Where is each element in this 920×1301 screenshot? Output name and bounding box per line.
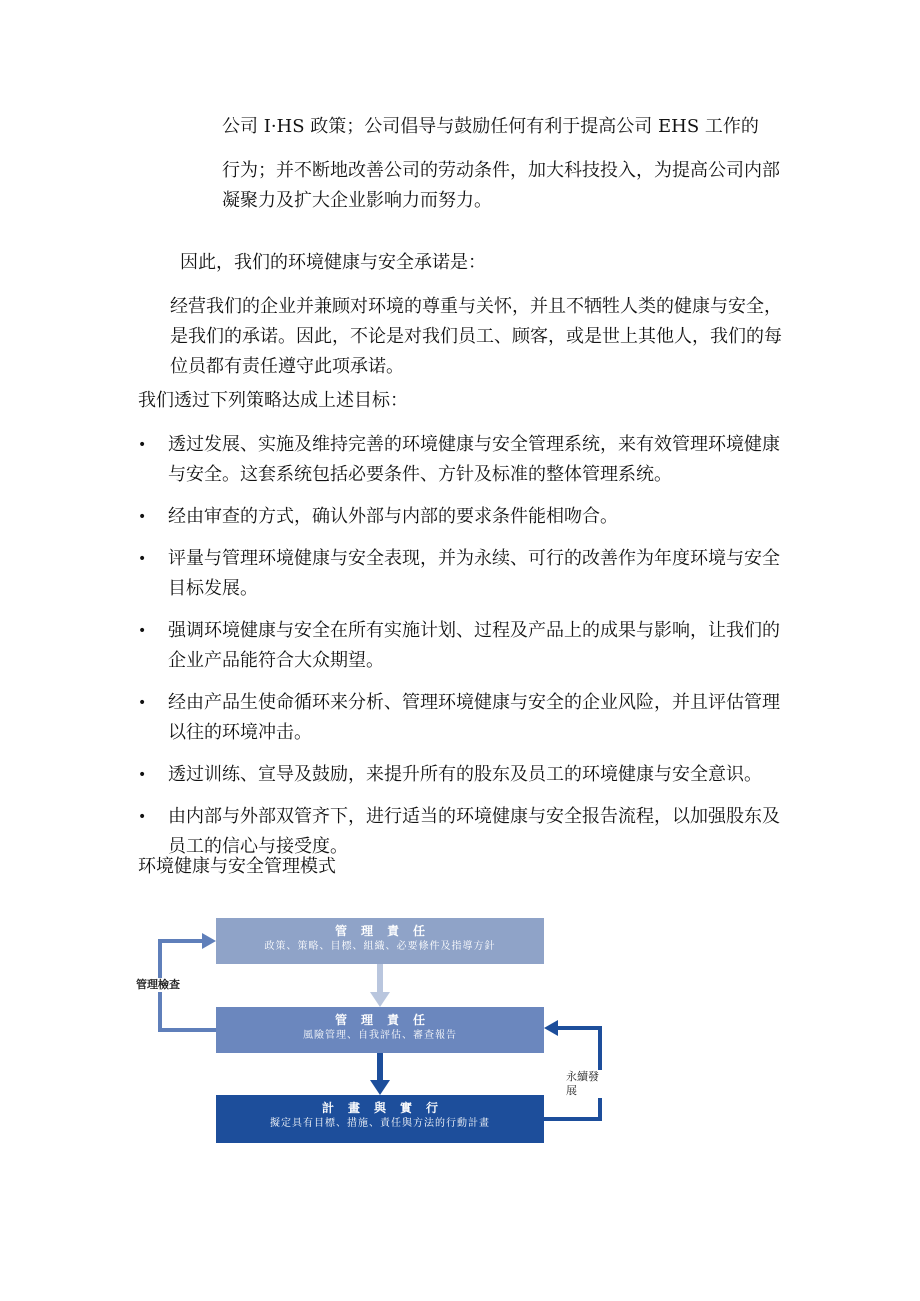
ehs-management-diagram	[130, 910, 610, 1150]
left-loop-arrowhead	[202, 933, 216, 949]
list-item: • 由内部与外部双管齐下，进行适当的环境健康与安全报告流程，以加强股东及员工的信心与接受度。	[138, 802, 788, 862]
diagram-box-plan-implement: 計畫與實行 擬定具有目標、措施、責任與方法的行動計畫	[216, 1095, 544, 1143]
bullet-icon: •	[138, 809, 147, 825]
right-loop-arrowhead	[544, 1020, 558, 1036]
strategy-list	[138, 430, 788, 874]
list-item: • 透过训练、宣导及鼓励，来提升所有的股东及员工的环境健康与安全意识。	[138, 760, 788, 790]
diagram-box-management-review: 管理責任 風險管理、自我評估、審查報告	[216, 1007, 544, 1053]
bullet-icon: •	[138, 767, 147, 783]
down-arrow-2-head	[370, 1080, 390, 1095]
commitment-statement: 经营我们的企业并兼顾对环境的尊重与关怀，并且不牺牲人类的健康与安全，是我们的承诺。因此，不论是对我们员工、顾客，或是世上其他人，我们的每位员都有责任遵守此项承诺。	[170, 296, 782, 377]
list-item: • 强调环境健康与安全在所有实施计划、过程及产品上的成果与影响，让我们的企业产品能符合大众期望。	[138, 616, 788, 676]
diagram-box-management-responsibility: 管理責任 政策、策略、目標、組織、必要條件及指導方針	[216, 918, 544, 964]
down-arrow-1-head	[370, 992, 390, 1007]
list-item: • 评量与管理环境健康与安全表现，并为永续、可行的改善作为年度环境与安全目标发展。	[138, 544, 788, 604]
list-item: • 经由产品生使命循环来分析、管理环境健康与安全的企业风险，并且评估管理以往的环境冲击。	[138, 688, 788, 748]
list-item: • 透过发展、实施及维持完善的环境健康与安全管理系统，来有效管理环境健康与安全。这套系统包括必要条件、方针及标准的整体管理系统。	[138, 430, 788, 490]
bullet-icon: •	[138, 437, 147, 453]
list-item: • 经由审查的方式，确认外部与内部的要求条件能相吻合。	[138, 502, 788, 532]
sustainable-development-label: 永續發展	[564, 1070, 610, 1098]
bullet-icon: •	[138, 509, 147, 525]
down-arrow-2-shaft	[377, 1053, 383, 1081]
commitment-intro: 因此，我们的环境健康与安全承诺是：	[180, 252, 486, 273]
strategy-intro: 我们透过下列策略达成上述目标：	[138, 390, 408, 411]
bullet-icon: •	[138, 623, 147, 639]
bullet-icon: •	[138, 695, 147, 711]
bullet-icon: •	[138, 551, 147, 567]
policy-paragraph-line1: 公司 I·HS 政策；公司倡导与鼓励任何有利于提高公司 EHS 工作的	[222, 116, 759, 137]
management-check-label: 管理檢查	[136, 978, 180, 991]
policy-paragraph-line2: 行为；并不断地改善公司的劳动条件，加大科技投入，为提高公司内部凝聚力及扩大企业影响力而努力。	[222, 160, 780, 211]
down-arrow-1-shaft	[377, 964, 383, 994]
diagram-title: 环境健康与安全管理模式	[138, 856, 336, 877]
